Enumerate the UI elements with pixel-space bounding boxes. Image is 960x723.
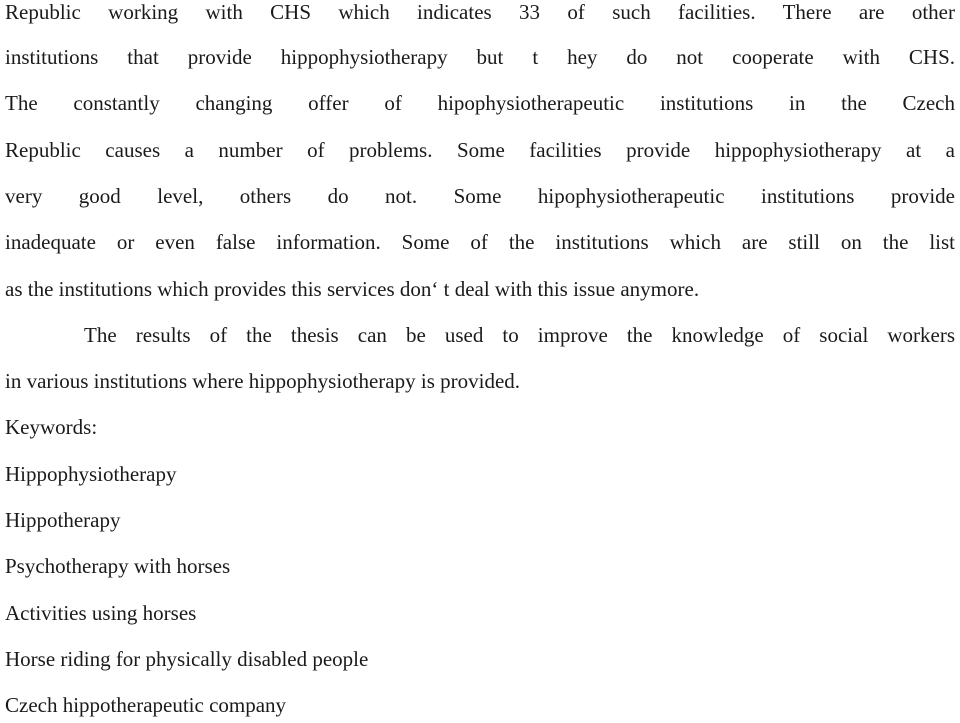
paragraph-line-indented: The results of the thesis can be used to improve the knowledge of social workers <box>84 323 955 347</box>
keyword-item: Psychotherapy with horses <box>5 554 231 578</box>
paragraph-line: The constantly changing offer of hipophysiotherapeutic institutions in the Czech <box>5 91 955 115</box>
keyword-item: Hippotherapy <box>5 508 121 532</box>
paragraph-line: institutions that provide hippophysiotherapy but t hey do not cooperate with CHS. <box>5 45 955 69</box>
keyword-item: Czech hippotherapeutic company <box>5 693 287 717</box>
paragraph-line: in various institutions where hippophysiotherapy is provided. <box>5 369 521 393</box>
keyword-item: Activities using horses <box>5 601 197 625</box>
paragraph-line: very good level, others do not. Some hipophysiotherapeutic institutions provide <box>5 184 955 208</box>
keyword-item: Horse riding for physically disabled people <box>5 647 369 671</box>
paragraph-line: as the institutions which provides this services don‘ t deal with this issue anymore. <box>5 277 700 301</box>
keywords-heading: Keywords: <box>5 415 98 439</box>
keyword-item: Hippophysiotherapy <box>5 462 177 486</box>
paragraph-line: Republic causes a number of problems. Some facilities provide hippophysiotherapy at a <box>5 138 955 162</box>
paragraph-line: inadequate or even false information. Some of the institutions which are still on the list <box>5 230 955 254</box>
paragraph-line: Republic working with CHS which indicates 33 of such facilities. There are other <box>5 0 955 24</box>
